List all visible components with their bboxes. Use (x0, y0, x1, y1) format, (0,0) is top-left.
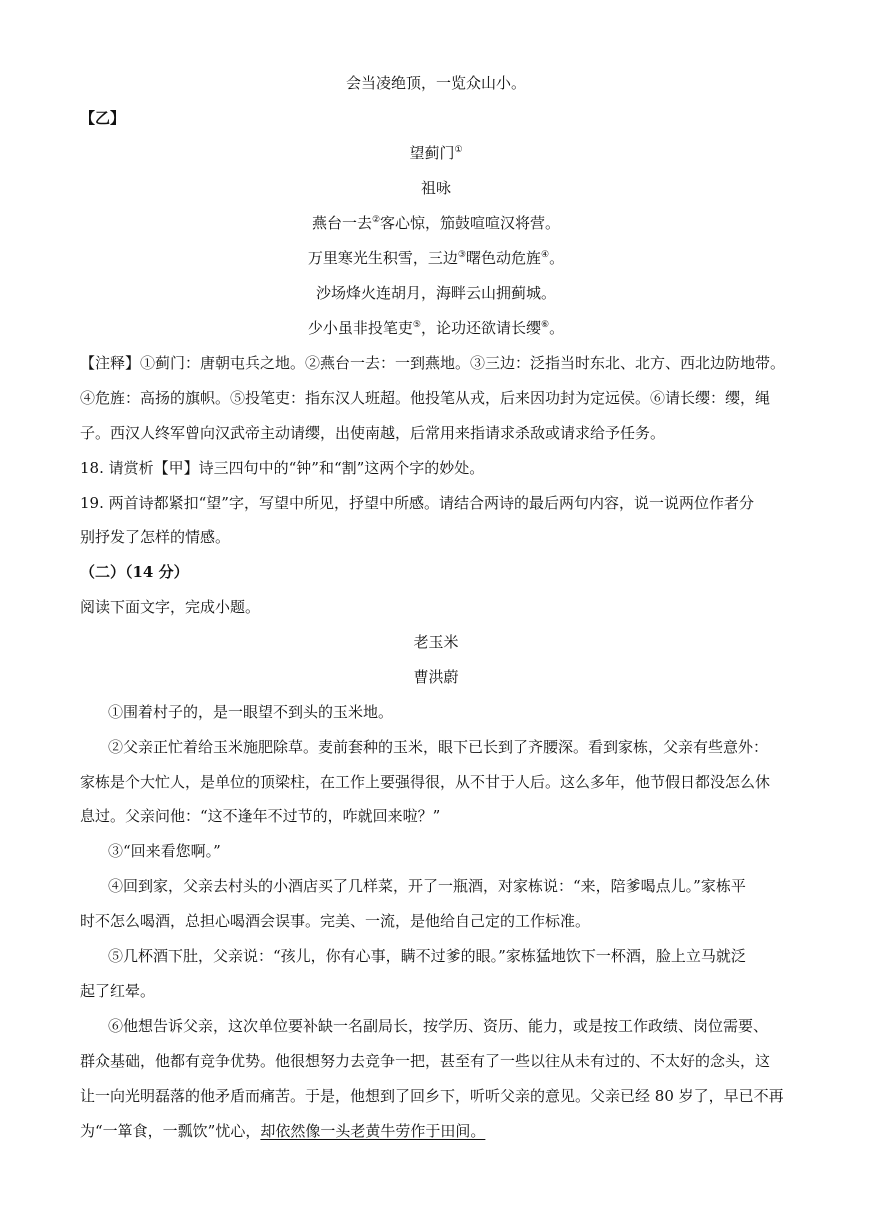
footnote-marker: ③ (457, 250, 466, 260)
notes-line: ④危旌：高扬的旗帜。⑤投笔吏：指东汉人班超。他投笔从戎，后来因功封为定远侯。⑥请长缨：缨，绳 (80, 389, 771, 407)
footnote-marker: ① (454, 145, 463, 155)
story-title: 老玉米 (413, 633, 459, 651)
paragraph-4-cont: 时不怎么喝酒，总担心喝酒会误事。完美、一流，是他给自己定的工作标准。 (80, 912, 591, 930)
footnote-marker: ⑥ (541, 320, 550, 330)
section-yi-label: 【乙】 (80, 109, 126, 127)
paragraph-2-cont: 家栋是个大忙人，是单位的顶梁柱，在工作上要强得很，从不甘于人后。这么多年，他节假日都没怎么休 (80, 773, 771, 791)
paragraph-1: ①围着村子的，是一眼望不到头的玉米地。 (108, 703, 394, 721)
poem-line: 燕台一去②客心惊，笳鼓喧喧汉将营。 (311, 214, 561, 232)
underlined-sentence: 却依然像一头老黄牛劳作于田间。 (260, 1122, 486, 1140)
paragraph-4: ④回到家，父亲去村头的小酒店买了几样菜，开了一瓶酒，对家栋说：“来，陪爹喝点儿。”家栋平 (108, 877, 746, 895)
paragraph-3: ③“回来看您啊。” (108, 842, 221, 860)
poem-yi-author: 祖咏 (420, 179, 451, 197)
part2-instruction: 阅读下面文字，完成小题。 (80, 598, 261, 616)
paragraph-6-cont: 让一向光明磊落的他矛盾而痛苦。于是，他想到了回乡下，听听父亲的意见。父亲已经 80 岁了，早已不再 (80, 1087, 784, 1105)
footnote-marker: ⑤ (412, 320, 421, 330)
question-19: 19. 两首诗都紧扣“望”字，写望中所见，抒望中所感。请结合两诗的最后两句内容，说一说两位作者分 (80, 494, 754, 512)
paragraph-2-cont: 息过。父亲问他：“这不逢年不过节的，咋就回来啦？” (80, 807, 441, 825)
poem-line: 万里寒光生积雪，三边③曙色动危旌④。 (307, 249, 565, 267)
poem-jia-last-line: 会当凌绝顶，一览众山小。 (345, 74, 526, 92)
paragraph-6-cont: 为“一箪食，一瓢饮”忧心，却依然像一头老黄牛劳作于田间。 (80, 1122, 486, 1140)
paragraph-6: ⑥他想告诉父亲，这次单位要补缺一名副局长，按学历、资历、能力，或是按工作政绩、岗位需要、 (108, 1017, 769, 1035)
question-19-cont: 别抒发了怎样的情感。 (80, 528, 231, 546)
paragraph-5-cont: 起了红晕。 (80, 982, 156, 1000)
story-author: 曹洪蔚 (413, 668, 459, 686)
question-18: 18. 请赏析【甲】诗三四句中的“钟”和“割”这两个字的妙处。 (80, 459, 485, 477)
poem-line: 少小虽非投笔吏⑤，论功还欲请长缨⑥。 (307, 319, 565, 337)
footnote-marker: ② (371, 215, 381, 225)
poem-line: 沙场烽火连胡月，海畔云山拥蓟城。 (315, 284, 556, 302)
notes-line: 【注释】①蓟门：唐朝屯兵之地。②燕台一去：一到燕地。③三边：泛指当时东北、北方、西北边防地带。 (80, 354, 786, 372)
part2-heading: （二）（14 分） (80, 563, 189, 581)
notes-line: 子。西汉人终军曾向汉武帝主动请缨，出使南越，后常用来指请求杀敌或请求给予任务。 (80, 424, 666, 442)
poem-yi-title (80, 143, 792, 163)
footnote-marker: ④ (541, 250, 550, 260)
paragraph-2: ②父亲正忙着给玉米施肥除草。麦前套种的玉米，眼下已长到了齐腰深。看到家栋，父亲有些意外： (108, 738, 769, 756)
paragraph-5: ⑤几杯酒下肚，父亲说：“孩儿，你有心事，瞒不过爹的眼。”家栋猛地饮下一杯酒，脸上立马就泛 (108, 947, 746, 965)
paragraph-6-cont: 群众基础，他都有竞争优势。他很想努力去竞争一把，甚至有了一些以往从未有过的、不太好的念头，这 (80, 1052, 771, 1070)
poem-title-text: 望蓟门 (409, 144, 455, 162)
